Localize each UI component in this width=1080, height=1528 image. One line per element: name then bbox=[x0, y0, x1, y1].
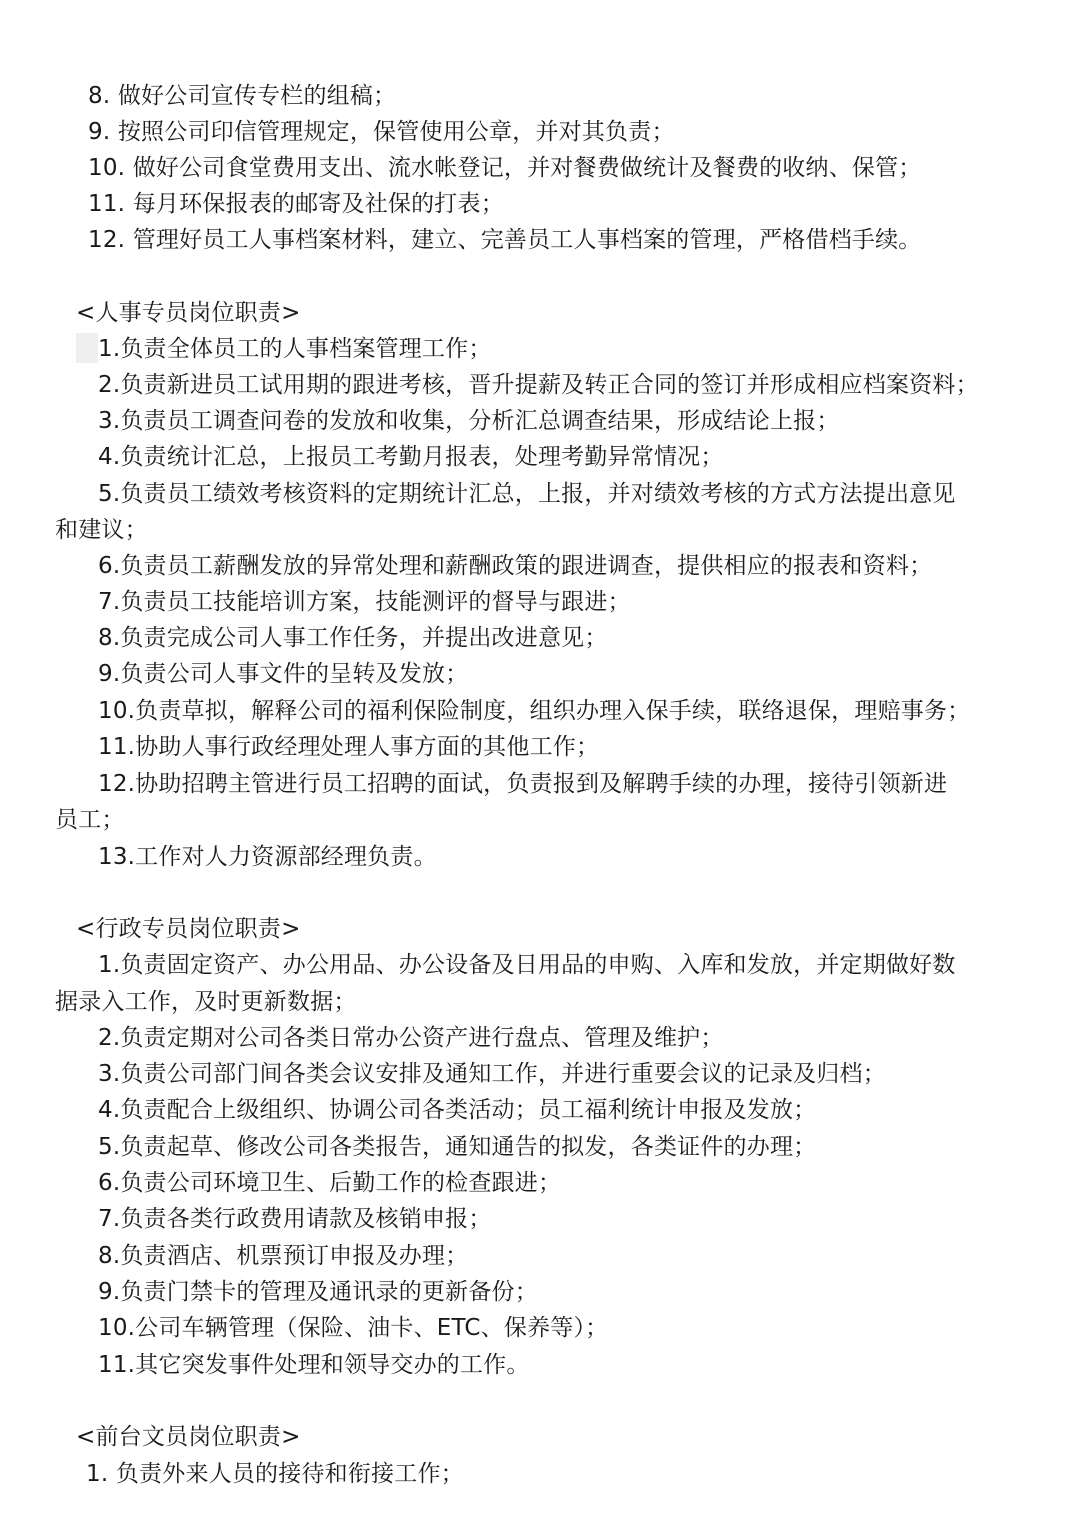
section-heading-admin: <行政专员岗位职责> bbox=[76, 916, 301, 942]
list-item: 11. 每月环保报表的邮寄及社保的打表； bbox=[88, 191, 504, 217]
list-item: 3.负责公司部门间各类会议安排及通知工作，并进行重要会议的记录及归档； bbox=[98, 1061, 886, 1087]
list-item: 9.负责公司人事文件的呈转及发放； bbox=[98, 661, 469, 687]
list-item: 3.负责员工调查问卷的发放和收集，分析汇总调查结果，形成结论上报； bbox=[98, 408, 840, 434]
list-item: 6.负责公司环境卫生、后勤工作的检查跟进； bbox=[98, 1170, 562, 1196]
list-item: 9.负责门禁卡的管理及通讯录的更新备份； bbox=[98, 1279, 538, 1305]
list-item: 4.负责统计汇总，上报员工考勤月报表，处理考勤异常情况； bbox=[98, 444, 724, 470]
list-item: 1.负责全体员工的人事档案管理工作； bbox=[98, 336, 492, 362]
list-item: 7.负责各类行政费用请款及核销申报； bbox=[98, 1206, 492, 1232]
list-item: 8.负责酒店、机票预订申报及办理； bbox=[98, 1243, 469, 1269]
list-item: 11.其它突发事件处理和领导交办的工作。 bbox=[98, 1352, 530, 1378]
list-item: 9. 按照公司印信管理规定，保管使用公章，并对其负责； bbox=[88, 119, 675, 145]
list-item: 1.负责固定资产、办公用品、办公设备及日用品的申购、入库和发放，并定期做好数 bbox=[98, 952, 956, 978]
list-item: 2.负责定期对公司各类日常办公资产进行盘点、管理及维护； bbox=[98, 1025, 724, 1051]
section-heading-hr: <人事专员岗位职责> bbox=[76, 300, 301, 326]
list-item: 10.负责草拟，解释公司的福利保险制度，组织办理入保手续，联络退保，理赔事务； bbox=[98, 698, 971, 724]
list-item: 5.负责员工绩效考核资料的定期统计汇总，上报，并对绩效考核的方式方法提出意见 bbox=[98, 481, 956, 507]
list-item: 13.工作对人力资源部经理负责。 bbox=[98, 844, 437, 870]
highlight-mark bbox=[76, 333, 98, 363]
section-heading-reception: <前台文员岗位职责> bbox=[76, 1424, 301, 1450]
list-item: 8.负责完成公司人事工作任务，并提出改进意见； bbox=[98, 625, 608, 651]
list-item: 7.负责员工技能培训方案，技能测评的督导与跟进； bbox=[98, 589, 631, 615]
list-item-continuation: 员工； bbox=[55, 807, 125, 833]
list-item: 11.协助人事行政经理处理人事方面的其他工作； bbox=[98, 734, 600, 760]
list-item-continuation: 和建议； bbox=[55, 517, 148, 543]
list-item: 5.负责起草、修改公司各类报告，通知通告的拟发，各类证件的办理； bbox=[98, 1134, 817, 1160]
list-item: 4.负责配合上级组织、协调公司各类活动；员工福利统计申报及发放； bbox=[98, 1097, 817, 1123]
list-item: 12.协助招聘主管进行员工招聘的面试，负责报到及解聘手续的办理，接待引领新进 bbox=[98, 771, 948, 797]
list-item: 1. 负责外来人员的接待和衔接工作； bbox=[86, 1461, 464, 1487]
list-item: 8. 做好公司宣传专栏的组稿； bbox=[88, 83, 397, 109]
list-item: 2.负责新进员工试用期的跟进考核，晋升提薪及转正合同的签订并形成相应档案资料； bbox=[98, 372, 979, 398]
list-item: 10.公司车辆管理（保险、油卡、ETC、保养等）； bbox=[98, 1315, 609, 1341]
list-item-continuation: 据录入工作，及时更新数据； bbox=[55, 989, 357, 1015]
list-item: 10. 做好公司食堂费用支出、流水帐登记，并对餐费做统计及餐费的收纳、保管； bbox=[88, 155, 922, 181]
list-item: 12. 管理好员工人事档案材料，建立、完善员工人事档案的管理，严格借档手续。 bbox=[88, 227, 922, 253]
list-item: 6.负责员工薪酬发放的异常处理和薪酬政策的跟进调查，提供相应的报表和资料； bbox=[98, 553, 933, 579]
